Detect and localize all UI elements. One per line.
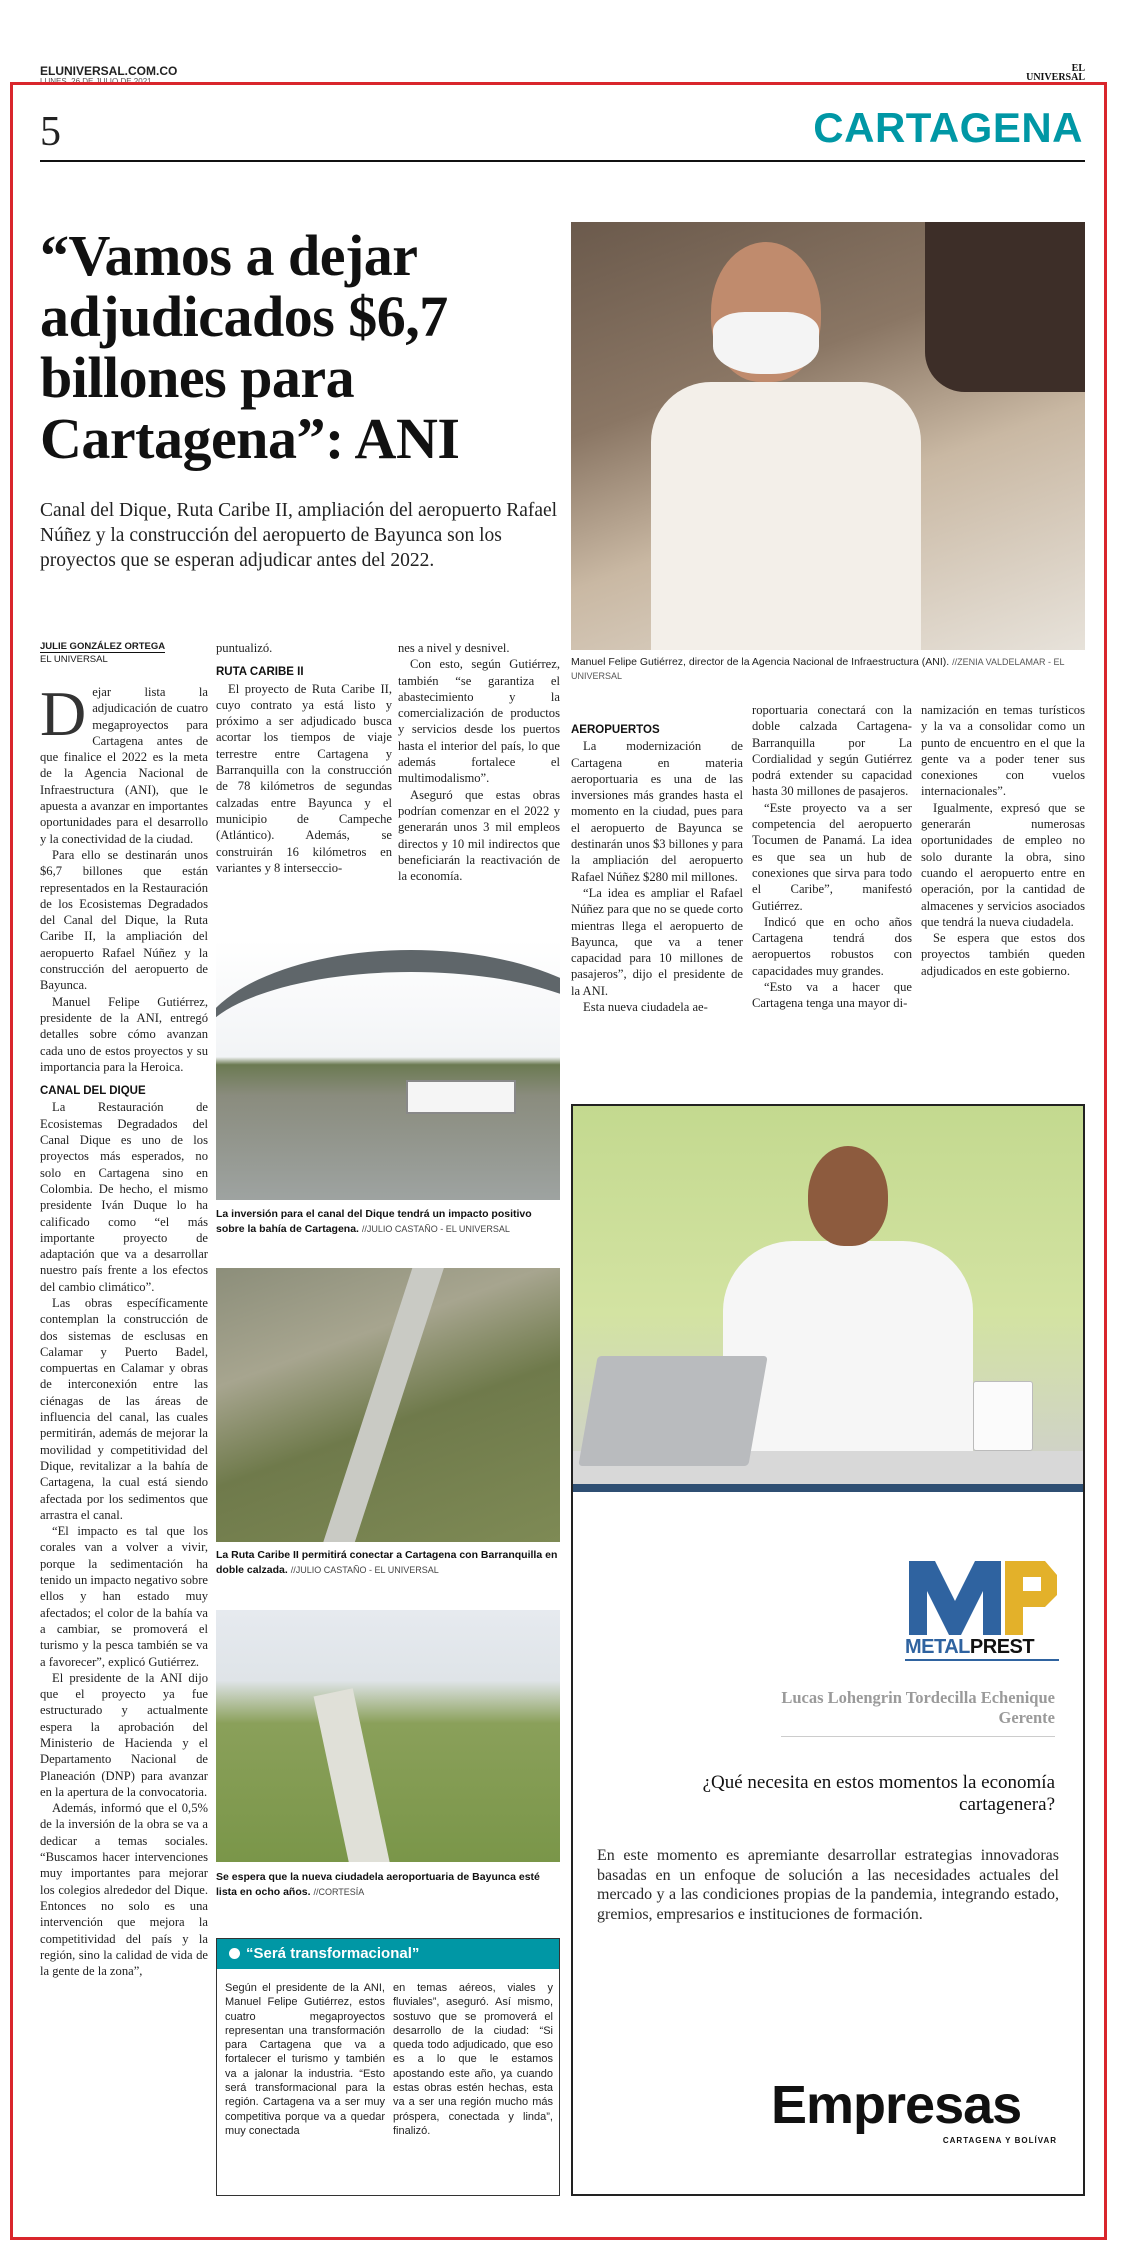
ad-question: ¿Qué necesita en estos momentos la economía cartagenera? [702,1772,1055,1815]
canal-photo-caption [216,1207,560,1237]
paragraph: Las obras específicamente contemplan la construcción de dos sistemas de esclusas en Calamar y Puerto Badel, compuertas en Calamar y obras de interconexión entre las ciénagas de las áreas de influencia del canal, las cuales permitirán, además de mejorar la movilidad y competitividad del Dique, revitalizar a la bahía de Cartagena, la cual está siendo afectada por los sedimentos que arrastra el canal. [40,1295,208,1522]
empresas-subtitle: CARTAGENA Y BOLÍVAR [942,2136,1057,2145]
ad-person-role: Gerente [998,1708,1055,1727]
ad-person-name: Lucas Lohengrin Tordecilla Echenique [781,1688,1055,1707]
subheading-canal: CANAL DEL DIQUE [40,1085,146,1098]
main-photo [571,222,1085,650]
article-column-1 [40,678,208,1979]
ad-divider [573,1484,1083,1492]
issue-date: LUNES, 26 DE JULIO DE 2021 [40,77,152,86]
ruta-photo-caption [216,1548,560,1578]
header-rule [40,160,1085,162]
metalprest-logo-icon [905,1551,1061,1647]
byline [40,640,165,666]
paragraph: La modernización de Cartagena en materia aeroportuaria es una de las inversiones más grandes hasta el momento en la ciudad, pues para el aeropuerto de Bayunca se destinarán unos $3 billones y para la ampliación del aeropuerto Rafael Núñez $280 mil millones. [571,739,743,884]
metalprest-advertisement [571,1104,1085,2196]
bullet-dot-icon [229,1948,240,1959]
article-column-2 [216,640,392,876]
article-column-3 [398,640,560,884]
paragraph: nes a nivel y desnivel. [398,641,510,655]
main-photo-caption [571,655,1085,683]
brand-part-1: METAL [905,1636,970,1658]
subheading-aeropuertos: AEROPUERTOS [571,724,660,736]
paragraph: Con esto, según Gutiérrez, también “se garantiza el abastecimiento y la comercialización de productos y servicios desde los puertos hasta el interior del país, lo que además fortalece el multimodalismo”. [398,657,560,786]
metalprest-wordmark [905,1636,1034,1659]
right-column-3 [921,702,1085,979]
caption-text: La Ruta Caribe II permitirá conectar a Cartagena con Barranquilla en doble calzada. [216,1549,558,1576]
paragraph: El proyecto de Ruta Caribe II, cuyo contrato ya está listo y próximo a ser adjudicado busca acortar los tiempos de viaje terrestre entre Cartagena y Barranquilla con la construcción de 78 kilómetros de segundas calzadas entre Bayunca y el municipio de Campeche (Atlántico). Además, se construirán 16 kilómetros en variantes y 8 interseccio- [216,681,392,875]
paragraph: Igualmente, expresó que se generarán numerosas oportunidades de empleo no solo durante la obra, sino cuando el aeropuerto entre en operación, por la cantidad de almacenes y servicios asociados que tendrá la nueva ciudadela. [921,800,1085,929]
paragraph: “Esto va a hacer que Cartagena tenga una mayor di- [752,980,912,1011]
sidebar-box-title [217,1939,559,1969]
airport-render-photo [216,1610,560,1862]
main-photo-caption-text: Manuel Felipe Gutiérrez, director de la Agencia Nacional de Infraestructura (ANI). [571,656,950,668]
ad-body-text: En este momento es apremiante desarrollar estrategias innovadoras basadas en un enfoque de solución a las necesidades actuales del mercado y a las condiciones propias de la pandemia, integrando estado, gremios, empresarios e instituciones de formación. [597,1847,1059,1923]
sidebar-box [216,1938,560,2196]
ad-photo [573,1106,1083,1484]
ad-photo-person [723,1146,993,1476]
drop-cap: D [40,678,87,749]
article-deck: Canal del Dique, Ruta Caribe II, ampliación del aeropuerto Rafael Núñez y la construcción del aeropuerto de Bayunca son los proyectos que se esperan adjudicar antes del 2022. [40,500,558,571]
paragraph: Además, informó que el 0,5% de la inversión de la obra se va a dedicar a temas sociales. “Buscamos hacer intervenciones muy importantes para mejorar los colegios alrededor del Dique. Entonces no solo es una intervención que mejora la competitividad del país y la región, sino la calidad de vida de la gente de la zona”, [40,1801,208,1979]
paragraph: Manuel Felipe Gutiérrez, presidente de la ANI, entregó detalles sobre cómo avanzan cada uno de estos proyectos y su importancia para la Heroica. [40,994,208,1074]
paragraph: “La idea es ampliar el Rafael Núñez para que no se quede corto mientras llega el aeropuerto de Bayunca, que va a tener capacidad para 10 millones de pasajeros”, dijo el presidente de la ANI. [571,885,743,998]
author-outlet: EL UNIVERSAL [40,654,108,665]
caption-credit: //CORTESÍA [313,1887,365,1897]
paragraph: La Restauración de Ecosistemas Degradados del Canal Dique es uno de los proyectos más esperados, no solo en Cartagena sino en Colombia. De hecho, el mismo presidente Iván Duque lo ha calificado como “el más importante proyecto de adaptación que va a desarrollar nuestro país frente a los efectos del cambio climático”. [40,1100,208,1294]
photo-sofa-shape [925,222,1085,392]
canal-dique-photo [216,940,560,1200]
newspaper-logo: EL UNIVERSAL [1026,63,1085,83]
right-column-1 [571,722,743,1015]
caption-text: Se espera que la nueva ciudadela aeroportuaria de Bayunca esté lista en ocho años. [216,1871,540,1898]
sidebar-title-text: “Será transformacional” [246,1945,420,1962]
paragraph: Se espera que estos dos proyectos también queden adjudicados en este gobierno. [921,931,1085,978]
paragraph: namización en temas turísticos y la va a consolidar como un punto de encuentro en el que la gente va a poder tener sus conexiones con vuelos internacionales”. [921,703,1085,799]
ruta-caribe-photo [216,1268,560,1542]
empresas-logo: Empresas [771,2075,1022,2135]
sidebar-right-text: en temas aéreos, viales y fluviales”, aseguró. Así mismo, sostuvo que se promoverá el desarrollo de la ciudad: “Si queda todo adjudicado, que eso es a lo que le estamos apostando este año, ya cuando estas obras estén hechas, esta va a ser una región mucho más próspera, conectada y linda”, finalizó. [393,1982,553,2137]
section-title: CARTAGENA [813,104,1083,151]
right-column-2 [752,702,912,1012]
paragraph: puntualizó. [216,641,273,655]
paragraph: Esta nueva ciudadela ae- [583,1000,708,1015]
paragraph: ejar lista la adjudicación de cuatro megaproyectos para Cartagena antes de que finalice el 2022 es la meta de la Agencia Nacional de Infraestructura (ANI), que le apuesta a avanzar en importantes oportunidades para el desarrollo y la conectividad de la ciudad. [40,685,208,846]
paragraph: “Este proyecto va a ser competencia del aeropuerto Tocumen de Panamá. La idea es que sea un hub de conexiones que sirva para todo el Caribe”, manifestó Gutiérrez. [752,800,912,913]
paragraph: Para ello se destinarán unos $6,7 billones que están representados en la Restauración de los Ecosistemas Degradados del Canal del Dique, la Ruta Caribe II, la ampliación del aeropuerto Rafael Núñez y la construcción del aeropuerto de Bayunca. [40,847,208,993]
subheading-ruta: RUTA CARIBE II [216,666,304,679]
paragraph: “El impacto es tal que los corales van a volver a vivir, porque la sedimentación ha tenido un impacto negativo sobre ellos y han estado muy afectados; el color de la bahía va a cambiar, se promoverá el turismo y la pesca también se va a favorecer”, explicó Gutiérrez. [40,1524,208,1669]
article-headline: “Vamos a dejar adjudicados $6,7 billones para Cartagena”: ANI [40,223,460,471]
wordmark-underline [905,1659,1059,1661]
paragraph: El presidente de la ANI dijo que el proyecto ya fue estructurado y actualmente espera la aprobación del Ministerio de Hacienda y el Departamento Nacional de Planeación (DNP) para avanzar en la apertura de la convocatoria. [40,1670,208,1799]
brand-part-2: PREST [969,1636,1035,1658]
paragraph: Indicó que en ocho años Cartagena tendrá dos aeropuertos robustos con capacidades muy grandes. [752,914,912,978]
sidebar-left-text: Según el presidente de la ANI, Manuel Felipe Gutiérrez, estos cuatro megaproyectos representan una transformación para Cartagena que va a fortalecer el turismo y también va a jalonar la industria. “Esto será transformacional para la región. Cartagena va a ser muy competitiva porque va a quedar muy conectada [225,1982,385,2137]
ad-person [781,1688,1055,1737]
paragraph: roportuaria conectará con la doble calzada Cartagena-Barranquilla por La Cordialidad y según Gutiérrez podrá extender su capacidad hasta 30 millones de pasajeros. [752,703,912,799]
laptop-shape [578,1356,767,1466]
caption-text: La inversión para el canal del Dique tendrá un impacto positivo sobre la bahía de Cartagena. [216,1208,532,1235]
photo-person [651,242,921,650]
site-url: ELUNIVERSAL.COM.CO [40,64,178,78]
author-name: JULIE GONZÁLEZ ORTEGA [40,641,166,652]
airport-photo-caption [216,1870,560,1900]
caption-credit: //JULIO CASTAÑO - EL UNIVERSAL [290,1565,439,1575]
paragraph: Aseguró que estas obras podrían comenzar en el 2022 y generarán unos 3 mil empleos directos y 10 mil indirectos que beneficiarán la reactivación de la economía. [398,787,560,884]
main-photo-credit: //ZENIA VALDELAMAR - EL UNIVERSAL [571,657,1065,681]
caption-credit: //JULIO CASTAÑO - EL UNIVERSAL [361,1224,510,1234]
page-number: 5 [40,109,61,155]
mug-shape [973,1381,1033,1451]
